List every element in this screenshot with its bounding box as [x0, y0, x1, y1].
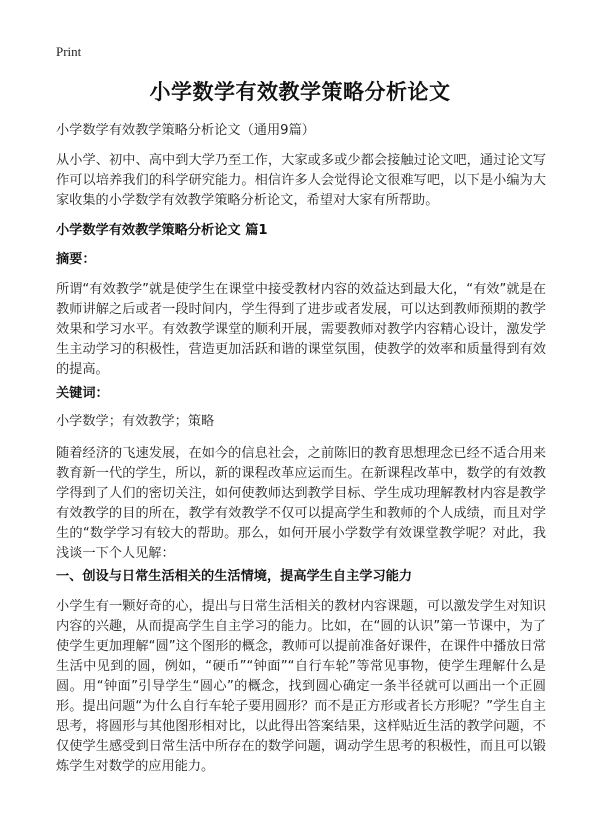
body-paragraph: 随着经济的飞速发展，在如今的信息社会，之前陈旧的教育思想理念已经不适合用来教育新一代的学生，所以，新的课程改革应运而生。在新课程改革中，数学的有效教学得到了人们的密切关注，如何使教师达到教学目标、学生成功理解教材内容是教学有效教学的目的所在，教学有效教学不仅可以提高学生和教师的个人成绩，而且对学生的“数学学习有较大的帮助。那么，如何开展小学数学有效课堂教学呢？对此，我浅谈一下个人见解：	[56, 446, 546, 561]
intro-paragraph: 从小学、初中、高中到大学乃至工作，大家或多或少都会接触过论文吧，通过论文写作可以培养我们的科学研究能力。相信许多人会觉得论文很难写吧，以下是小编为大家收集的小学数学有效教学策略分析论文，希望对大家有所帮助。	[56, 153, 546, 208]
keywords-paragraph: 小学数学；有效教学；策略	[56, 414, 215, 429]
keywords-heading: 关键词：	[56, 386, 109, 401]
section-title: 小学数学有效教学策略分析论文 篇1	[56, 223, 268, 238]
subheading-1: 一、创设与日常生活相关的生活情境，提高学生自主学习能力	[56, 569, 413, 584]
page-title: 小学数学有效教学策略分析论文	[149, 80, 451, 104]
abstract-paragraph: 所谓“有效教学”就是使学生在课堂中接受教材内容的效益达到最大化，“有效”就是在教师讲解之后或者一段时间内，学生得到了进步或者发展，可以达到教师预期的教学效果和学习水平。有效教学课堂的顺利开展，需要教师对教学内容精心设计，激发学生主动学习的积极性，营造更加活跃和谐的课堂氛围，使教学的效率和质量得到有效的提高。	[56, 282, 546, 377]
print-link[interactable]: Print	[56, 44, 82, 59]
abstract-heading: 摘要：	[56, 252, 96, 267]
document-subtitle: 小学数学有效教学策略分析论文（通用9篇）	[56, 123, 315, 138]
subheading-1-paragraph: 小学生有一颗好奇的心，提出与日常生活相关的教材内容课题，可以激发学生对知识内容的兴趣，从而提高学生自主学习的能力。比如，在“圆的认识”第一节课中，为了使学生更加理解“圆”这个图形的概念，教师可以提前准备好课件，在课件中播放日常生活中见到的圆，例如，“硬币”“钟面”“自行车轮”等常见事物，使学生理解什么是圆。用“钟面”引导学生“圆心”的概念，找到圆心确定一条半径就可以画出一个正圆形。提出问题“为什么自行车轮子要用圆形？而不是正方形或者长方形呢？”学生自主思考，将圆形与其他图形相对比，以此得出答案结果，这样贴近生活的教学问题，不仅使学生感受到日常生活中所存在的数学问题，调动学生思考的积极性，而且可以锻炼学生对数学的应用能力。	[56, 599, 546, 774]
